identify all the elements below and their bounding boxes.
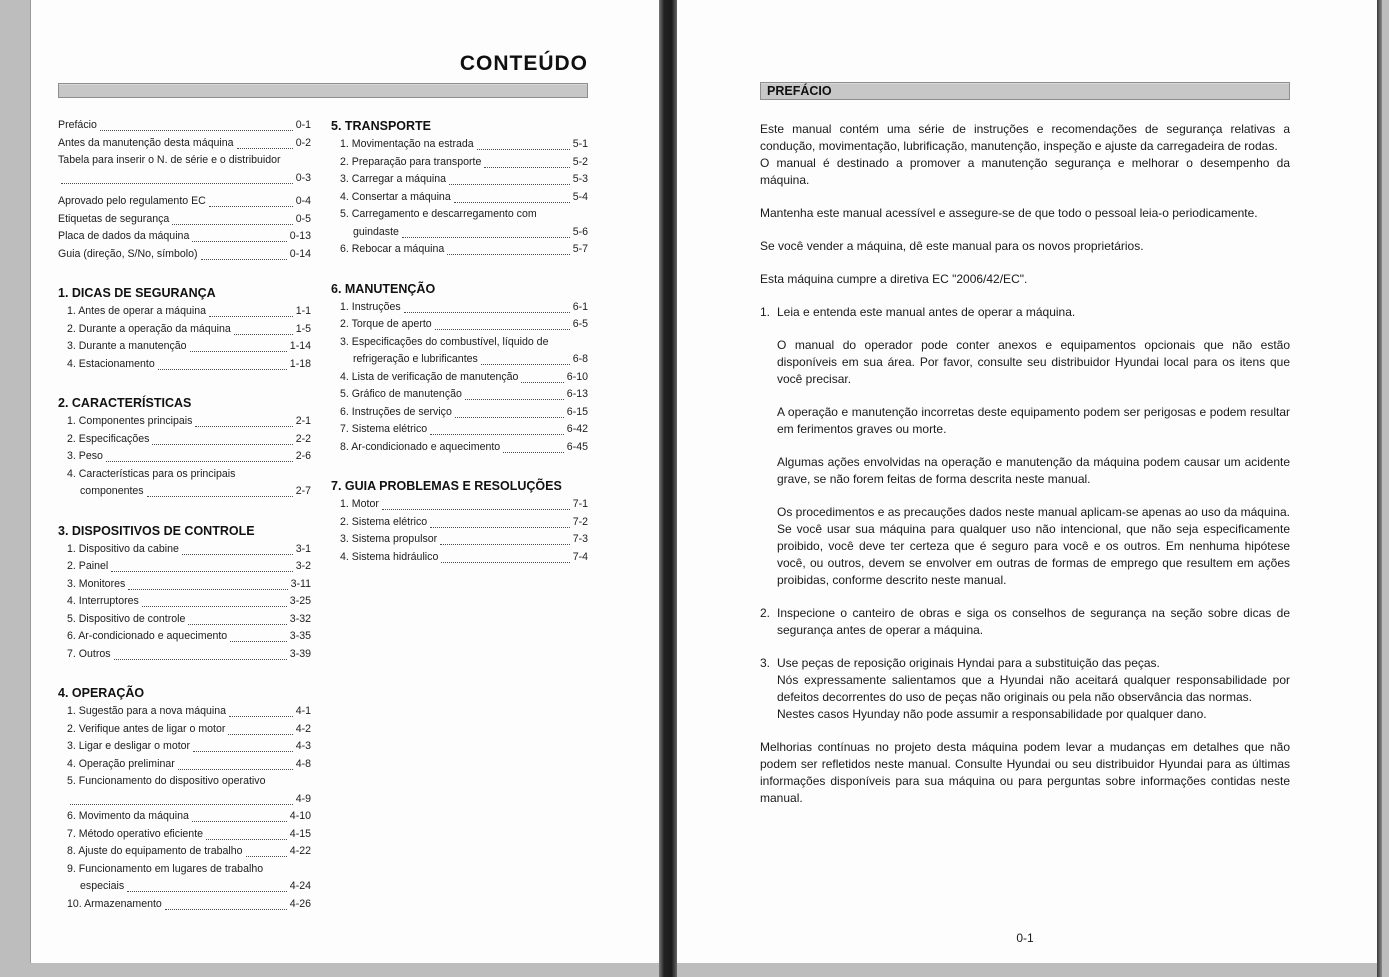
- toc-entry-label: 4. Lista de verificação de manutenção: [340, 370, 519, 383]
- toc-entry: [340, 189, 588, 207]
- toc-entry-label: 1. Sugestão para a nova máquina: [67, 705, 227, 717]
- toc-entry-page: 5-7: [572, 243, 588, 255]
- toc-entry-page: 6-13: [566, 388, 588, 400]
- dot-leader: [209, 193, 293, 207]
- dot-leader: [454, 189, 570, 203]
- toc-entry-label: 3. Especificações do combustível, líquido de: [340, 335, 549, 348]
- toc-columns: [58, 117, 588, 913]
- toc-entry-continuation: [58, 170, 311, 188]
- preface-paragraph: [760, 238, 1290, 255]
- toc-entry-label: 7. Sistema elétrico: [340, 423, 428, 435]
- toc-entry-label: 1. Movimentação na estrada: [340, 138, 474, 150]
- toc-entry-page: 6-10: [566, 370, 588, 383]
- preface-numbered-item: [760, 605, 1290, 639]
- toc-entry-page: 3-2: [295, 560, 311, 572]
- dot-leader: [234, 321, 293, 335]
- paragraph-line: Melhorias contínuas no projeto desta máquina podem levar a mudanças em detalhes que não podem ser refletidos neste manual. Consulte Hyundai ou seu distribuidor Hyundai para as últimas informações disponíveis para sua máquina ou para perguntas sobre informações contidas neste manual.: [760, 740, 1290, 805]
- toc-entry-page: 3-35: [289, 630, 311, 642]
- dot-leader: [435, 316, 570, 330]
- dot-leader: [127, 878, 287, 892]
- toc-section: [58, 394, 311, 501]
- paragraph-line: Leia e entenda este manual antes de operar a máquina.: [777, 305, 1076, 319]
- contents-title: CONTEÚDO: [459, 52, 588, 75]
- list-number: 1.: [760, 305, 771, 319]
- toc-column-right: [331, 117, 588, 913]
- dot-leader: [503, 439, 564, 453]
- toc-section-heading: 2. CARACTERÍSTICAS: [58, 396, 192, 410]
- dot-leader: [142, 593, 287, 607]
- toc-entry-page: 0-1: [295, 119, 311, 131]
- toc-entry-page: 6-1: [572, 300, 588, 313]
- toc-entry: [340, 531, 588, 549]
- dot-leader: [114, 646, 287, 660]
- toc-entry-page: 6-8: [572, 353, 588, 365]
- toc-entry: [67, 356, 311, 374]
- dot-leader: [192, 808, 287, 822]
- toc-entry-label: 6. Instruções de serviço: [340, 405, 452, 418]
- dot-leader: [230, 628, 287, 642]
- paragraph-line: O manual é destinado a promover a manutenção segurança e melhorar o desempenho da máquina.: [760, 156, 1290, 187]
- dot-leader: [106, 448, 293, 462]
- toc-section-heading: 1. DICAS DE SEGURANÇA: [58, 286, 216, 300]
- toc-entry-label: 3. Ligar e desligar o motor: [67, 740, 191, 752]
- toc-entry-page: 3-32: [289, 612, 311, 625]
- paragraph-line: O manual do operador pode conter anexos e equipamentos opcionais que não estão disponíveis em sua área. Por favor, consulte seu distribuidor Hyundai local para os itens que você precisar.: [777, 338, 1290, 386]
- page-number: 0-1: [1016, 931, 1034, 945]
- dot-leader: [404, 299, 570, 313]
- paragraph-line: Algumas ações envolvidas na operação e manutenção da máquina podem causar um acidente grave, se não forem feitas de forma descrita neste manual.: [777, 455, 1290, 486]
- toc-section: [58, 522, 311, 664]
- toc-entry: [58, 211, 311, 229]
- dot-leader: [447, 241, 569, 255]
- dot-leader: [430, 514, 570, 528]
- toc-entry-page: 5-6: [572, 225, 588, 238]
- toc-entry-page: 3-25: [289, 595, 311, 607]
- toc-entry: [67, 773, 311, 808]
- preface-paragraph: [760, 739, 1290, 807]
- toc-entry: [58, 246, 311, 264]
- preface-paragraph: [777, 337, 1290, 388]
- paragraph-line: Nestes casos Hyunday não pode assumir a responsabilidade por qualquer dano.: [777, 707, 1207, 721]
- toc-entry: [67, 593, 311, 611]
- toc-entry-label: Aprovado pelo regulamento EC: [58, 195, 206, 207]
- toc-entry: [67, 576, 311, 594]
- toc-entry: [67, 611, 311, 629]
- toc-entry-label: Placa de dados da máquina: [58, 230, 190, 242]
- toc-entry-continuation: [340, 351, 588, 369]
- preface-body: [760, 121, 1290, 823]
- toc-entry-label: 3. Carregar a máquina: [340, 173, 446, 185]
- toc-entry: [67, 541, 311, 559]
- toc-entry-label: 1. Dispositivo da cabine: [67, 542, 179, 555]
- toc-entry-page: 4-3: [295, 740, 311, 752]
- toc-entry: [340, 439, 588, 457]
- toc-entry: [340, 241, 588, 259]
- paragraph-line: Use peças de reposição originais Hyndai para a substituição das peças.: [777, 656, 1160, 670]
- toc-item-list: [58, 413, 311, 501]
- toc-entry: [58, 135, 311, 153]
- toc-entry-label: 8. Ajuste do equipamento de trabalho: [67, 845, 243, 857]
- toc-entry-label: 6. Rebocar a máquina: [340, 243, 445, 255]
- toc-entry: [67, 843, 311, 861]
- toc-entry-page: 3-39: [289, 647, 311, 660]
- toc-entry: [58, 152, 311, 187]
- dot-leader: [246, 843, 287, 857]
- toc-entry-label: 8. Ar-condicionado e aquecimento: [340, 440, 501, 453]
- toc-entry-label: Prefácio: [58, 119, 97, 131]
- toc-entry-label: 7. Método operativo eficiente: [67, 827, 204, 840]
- dot-leader: [477, 136, 570, 150]
- toc-entry-label: 9. Funcionamento em lugares de trabalho: [67, 862, 264, 875]
- toc-entry: [67, 896, 311, 914]
- toc-entry-page: 4-1: [295, 705, 311, 717]
- toc-entry-label: 2. Painel: [67, 560, 109, 572]
- toc-entry-label: 2. Especificações: [67, 432, 150, 445]
- toc-entry: [58, 117, 311, 135]
- toc-entry-label: 5. Dispositivo de controle: [67, 612, 186, 625]
- preface-paragraph: [760, 271, 1290, 288]
- paragraph-line: Esta máquina cumpre a diretiva EC "2006/42/EC".: [760, 272, 1028, 286]
- dot-leader: [465, 386, 564, 400]
- toc-section-heading: 7. GUIA PROBLEMAS E RESOLUÇÕES: [331, 479, 562, 493]
- toc-entry-page: 4-9: [295, 792, 311, 805]
- toc-entry: [58, 193, 311, 211]
- toc-entry-page: 6-5: [572, 318, 588, 330]
- dot-leader: [193, 738, 293, 752]
- dot-leader: [382, 496, 570, 510]
- toc-section-heading: 3. DISPOSITIVOS DE CONTROLE: [58, 523, 255, 538]
- toc-entry-page: 0-2: [295, 136, 311, 149]
- toc-section: [58, 284, 311, 373]
- toc-entry: [67, 756, 311, 774]
- toc-entry-label: 5. Gráfico de manutenção: [340, 388, 462, 400]
- toc-entry-label: 7. Outros: [67, 647, 111, 660]
- dot-leader: [209, 303, 293, 317]
- dot-leader: [484, 154, 569, 168]
- dot-leader: [190, 338, 287, 352]
- toc-entry-page: 5-1: [572, 138, 588, 150]
- page-right-edge-shadow: [1377, 0, 1382, 977]
- toc-entry: [340, 206, 588, 241]
- dot-leader: [430, 421, 564, 435]
- toc-entry-label: 6. Movimento da máquina: [67, 810, 189, 822]
- preface-paragraph: [760, 121, 1290, 189]
- toc-entry: [340, 369, 588, 387]
- dot-leader: [441, 549, 569, 563]
- toc-entry-label: 1. Antes de operar a máquina: [67, 305, 206, 317]
- toc-entry-page: 4-22: [289, 845, 311, 857]
- toc-entry: [67, 826, 311, 844]
- dot-leader: [100, 117, 293, 131]
- toc-entry: [340, 496, 588, 514]
- toc-entry-continuation: [67, 878, 311, 896]
- preface-paragraph: [777, 404, 1290, 438]
- toc-entry: [340, 334, 588, 369]
- dot-leader: [158, 356, 287, 370]
- toc-entry: [340, 421, 588, 439]
- toc-section-heading: 6. MANUTENÇÃO: [331, 281, 436, 296]
- toc-entry-label: Guia (direção, S/No, símbolo): [58, 247, 198, 260]
- toc-entry-label-continued: especiais: [80, 880, 125, 892]
- toc-entry-continuation: [340, 224, 588, 242]
- toc-entry: [67, 738, 311, 756]
- toc-entry: [340, 299, 588, 317]
- dot-leader: [237, 135, 293, 149]
- paragraph-line: Se você vender a máquina, dê este manual para os novos proprietários.: [760, 239, 1144, 253]
- toc-entry-label: 3. Peso: [67, 450, 103, 462]
- preface-header-bar: [760, 82, 1290, 100]
- toc-entry-label: 1. Motor: [340, 498, 379, 510]
- toc-section-heading: 4. OPERAÇÃO: [58, 686, 145, 700]
- toc-entry-label: 4. Interruptores: [67, 595, 139, 607]
- toc-entry: [340, 404, 588, 422]
- contents-page: [30, 0, 659, 963]
- dot-leader: [192, 228, 286, 242]
- toc-section: [331, 280, 588, 457]
- toc-entry-page: 4-2: [295, 722, 311, 735]
- dot-leader: [152, 431, 292, 445]
- toc-entry-page: 0-14: [289, 247, 311, 260]
- toc-entry-label: 1. Componentes principais: [67, 415, 193, 427]
- toc-entry: [67, 703, 311, 721]
- toc-entry-page: 6-42: [566, 423, 588, 435]
- toc-entry-label: 2. Preparação para transporte: [340, 155, 482, 168]
- dot-leader: [111, 558, 292, 572]
- toc-entry-label: 5. Funcionamento do dispositivo operativo: [67, 775, 266, 787]
- list-number: 2.: [760, 606, 771, 620]
- dot-leader: [402, 224, 570, 238]
- toc-entry-label: 2. Durante a operação da máquina: [67, 322, 231, 335]
- dot-leader: [440, 531, 570, 545]
- toc-entry-page: 7-3: [572, 533, 588, 545]
- toc-entry-page: 0-3: [295, 171, 311, 184]
- dot-leader: [182, 541, 293, 555]
- toc-entry-page: 4-8: [295, 757, 311, 770]
- toc-entry: [67, 466, 311, 501]
- dot-leader: [229, 703, 293, 717]
- toc-entry: [67, 628, 311, 646]
- toc-item-list: [58, 193, 311, 263]
- toc-entry-page: 0-4: [295, 195, 311, 207]
- toc-item-list: [58, 117, 311, 187]
- toc-entry: [340, 154, 588, 172]
- toc-entry-label-continued: componentes: [80, 485, 144, 497]
- toc-entry: [67, 808, 311, 826]
- toc-item-list: [58, 303, 311, 373]
- toc-entry: [340, 386, 588, 404]
- dot-leader: [455, 404, 564, 418]
- toc-entry-page: 0-5: [295, 212, 311, 225]
- toc-entry: [340, 549, 588, 567]
- toc-section: [331, 117, 588, 259]
- toc-entry-label: 2. Verifique antes de ligar o motor: [67, 722, 226, 735]
- toc-entry-label: 4. Estacionamento: [67, 357, 155, 370]
- toc-entry-label: Etiquetas de segurança: [58, 212, 170, 225]
- toc-entry-page: 5-3: [572, 173, 588, 185]
- toc-entry: [340, 136, 588, 154]
- paragraph-line: Mantenha este manual acessível e assegure-se de que todo o pessoal leia-o periodicamente.: [760, 206, 1258, 220]
- toc-entry-label: 3. Sistema propulsor: [340, 533, 438, 545]
- toc-column-left: [58, 117, 311, 913]
- toc-front-group: [58, 193, 311, 263]
- preface-paragraph: [777, 454, 1290, 488]
- toc-entry: [67, 431, 311, 449]
- toc-entry: [67, 646, 311, 664]
- page-spine-shadow: [659, 0, 677, 977]
- toc-front-group: [58, 117, 311, 187]
- toc-entry-page: 1-14: [289, 340, 311, 352]
- toc-item-list: [58, 541, 311, 664]
- preface-numbered-item: [760, 304, 1290, 321]
- preface-paragraph: [760, 205, 1290, 222]
- toc-entry: [58, 228, 311, 246]
- toc-entry-label: 3. Monitores: [67, 577, 126, 590]
- toc-entry-label: 1. Instruções: [340, 300, 401, 313]
- toc-entry: [67, 338, 311, 356]
- dot-leader: [70, 791, 293, 805]
- toc-entry-page: 4-24: [289, 880, 311, 892]
- toc-entry-page: 4-15: [289, 827, 311, 840]
- toc-entry-page: 7-4: [572, 550, 588, 563]
- toc-entry-page: 6-15: [566, 405, 588, 418]
- preface-title: PREFÁCIO: [767, 84, 832, 98]
- toc-entry-page: 1-18: [289, 357, 311, 370]
- toc-section-heading: 5. TRANSPORTE: [331, 119, 432, 133]
- toc-entry: [67, 303, 311, 321]
- toc-section: [58, 684, 311, 913]
- toc-entry: [67, 861, 311, 896]
- toc-entry-page: 7-2: [572, 515, 588, 528]
- dot-leader: [172, 211, 292, 225]
- toc-item-list: [331, 299, 588, 457]
- toc-entry-page: 4-26: [289, 897, 311, 910]
- toc-entry-page: 2-7: [295, 485, 311, 497]
- toc-entry-label: 4. Operação preliminar: [67, 757, 175, 770]
- dot-leader: [188, 611, 286, 625]
- toc-entry-page: 2-6: [295, 450, 311, 462]
- toc-entry: [67, 558, 311, 576]
- dot-leader: [147, 483, 293, 497]
- dot-leader: [449, 171, 570, 185]
- toc-entry: [340, 171, 588, 189]
- preface-paragraph: [777, 504, 1290, 589]
- toc-entry-label: Tabela para inserir o N. de série e o distribuidor: [58, 154, 281, 166]
- toc-entry-page: 2-1: [295, 415, 311, 427]
- toc-entry-label: 5. Carregamento e descarregamento com: [340, 208, 537, 220]
- toc-entry-label: 3. Durante a manutenção: [67, 340, 187, 352]
- toc-item-list: [331, 136, 588, 259]
- dot-leader: [228, 721, 292, 735]
- toc-entry-label: 6. Ar-condicionado e aquecimento: [67, 630, 228, 642]
- dot-leader: [206, 826, 287, 840]
- dot-leader: [128, 576, 287, 590]
- toc-entry-label: 4. Sistema hidráulico: [340, 550, 439, 563]
- preface-page: [677, 0, 1377, 963]
- dot-leader: [201, 246, 287, 260]
- toc-entry-label-continued: guindaste: [353, 225, 399, 238]
- dot-leader: [521, 369, 563, 383]
- toc-entry-label: Antes da manutenção desta máquina: [58, 136, 234, 149]
- toc-entry: [67, 448, 311, 466]
- dot-leader: [178, 756, 293, 770]
- toc-entry-page: 4-10: [289, 810, 311, 822]
- contents-title-bar: [58, 83, 588, 98]
- toc-entry: [340, 514, 588, 532]
- toc-entry-label-continued: refrigeração e lubrificantes: [353, 353, 478, 365]
- toc-entry-page: 1-5: [295, 322, 311, 335]
- toc-entry-page: 0-13: [289, 230, 311, 242]
- toc-entry-label: 2. Sistema elétrico: [340, 515, 428, 528]
- toc-entry: [340, 316, 588, 334]
- toc-entry-page: 1-1: [295, 305, 311, 317]
- dot-leader: [165, 896, 287, 910]
- paragraph-line: Este manual contém uma série de instruções e recomendações de segurança relativas a condução, movimentação, lubrificação, manutenção, inspeção e ajuste da carregadeira de rodas.: [760, 122, 1290, 153]
- toc-entry-page: 5-4: [572, 190, 588, 203]
- toc-entry: [67, 321, 311, 339]
- paragraph-line: Os procedimentos e as precauções dados neste manual aplicam-se apenas ao uso da máquina.: [777, 505, 1290, 519]
- preface-numbered-item: [760, 655, 1290, 723]
- toc-entry-label: 4. Consertar a máquina: [340, 190, 451, 203]
- toc-entry-page: 3-11: [290, 577, 311, 590]
- toc-entry-label: 2. Torque de aperto: [340, 318, 432, 330]
- toc-entry: [67, 413, 311, 431]
- dot-leader: [61, 170, 293, 184]
- toc-entry-label: 4. Características para os principais: [67, 467, 236, 480]
- paragraph-line: Nós expressamente salientamos que a Hyundai não aceitará qualquer responsabilidade por defeitos decorrentes do uso de peças não originais ou pela não observância das normas.: [777, 673, 1290, 704]
- paragraph-line: Inspecione o canteiro de obras e siga os conselhos de segurança na seção sobre dicas de segurança antes de operar a máquina.: [777, 606, 1290, 637]
- toc-section: [331, 477, 588, 566]
- toc-item-list: [58, 703, 311, 913]
- dot-leader: [195, 413, 292, 427]
- toc-entry-page: 5-2: [572, 155, 588, 168]
- paragraph-line: A operação e manutenção incorretas deste equipamento podem ser perigosas e podem resultar em ferimentos graves ou morte.: [777, 405, 1290, 436]
- toc-entry-page: 2-2: [295, 432, 311, 445]
- toc-entry-page: 6-45: [566, 440, 588, 453]
- toc-entry-page: 3-1: [295, 542, 311, 555]
- toc-item-list: [331, 496, 588, 566]
- toc-entry-label: 10. Armazenamento: [67, 897, 162, 910]
- toc-entry-page: 7-1: [572, 498, 588, 510]
- dot-leader: [481, 351, 570, 365]
- toc-entry-continuation: [67, 483, 311, 501]
- toc-entry-continuation: [67, 791, 311, 809]
- list-number: 3.: [760, 656, 771, 670]
- toc-entry: [67, 721, 311, 739]
- paragraph-line: Se você usar sua máquina para qualquer uso não intencional, que não seja especificamente proibido, você deve ter certeza que é seguro para você e os outros. Em nenhuma hipótese você, ou outros, devem se envolver em outras de formas de emprego que resultem em ações proibidas, conforme descrito neste manual.: [777, 522, 1290, 587]
